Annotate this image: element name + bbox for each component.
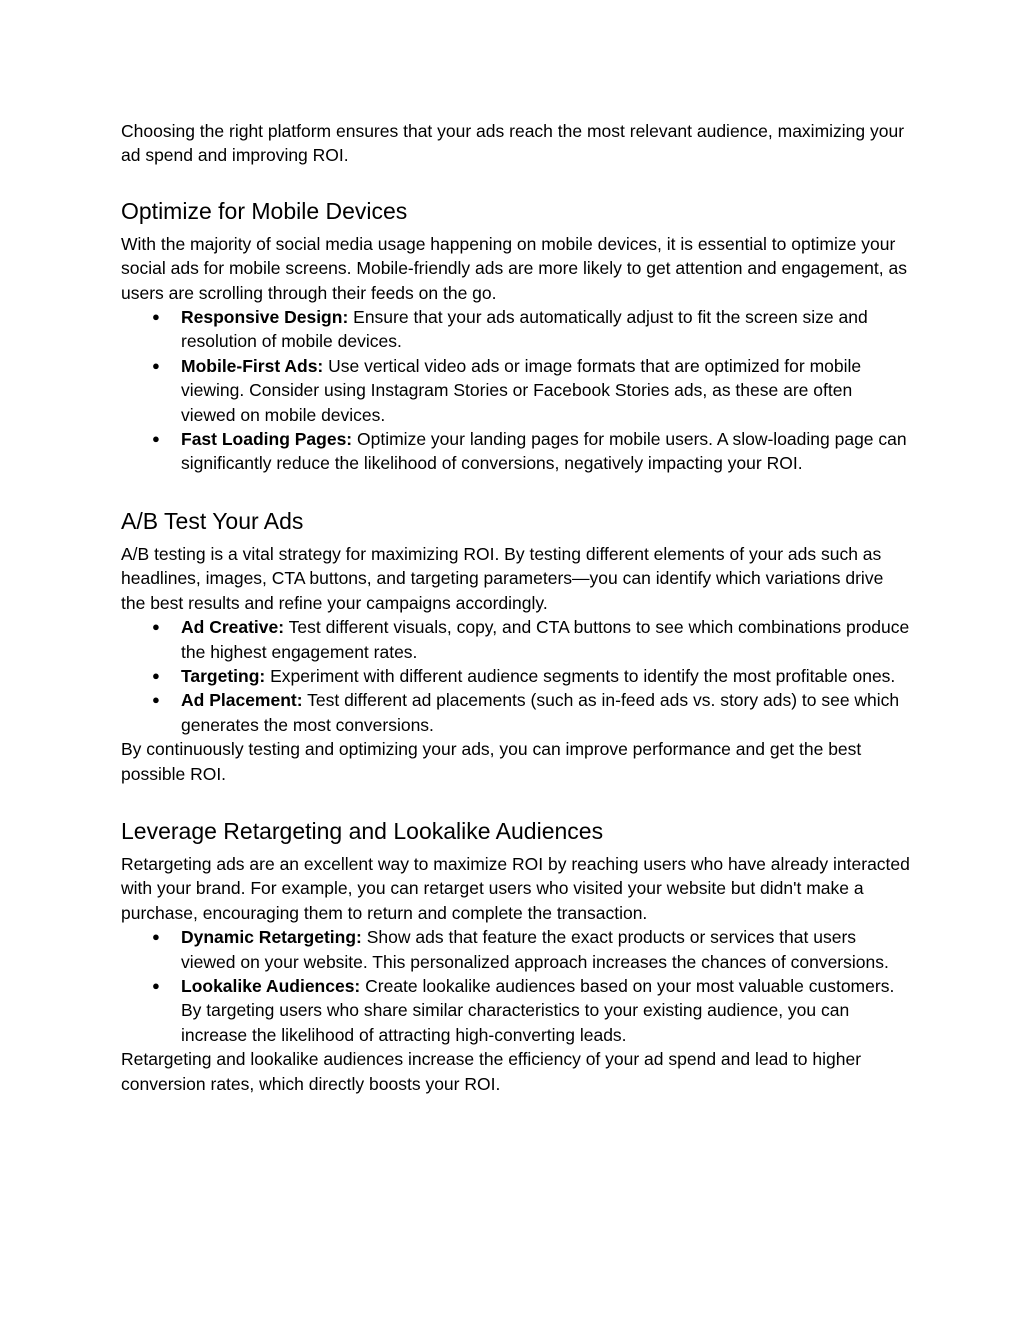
- list-item-text: Optimize your landing pages for mobile users. A slow-loading page can significantly reduce the likelihood of conversions, negatively impacting your ROI.: [181, 429, 907, 474]
- section-paragraph: A/B testing is a vital strategy for maximizing ROI. By testing different elements of your ads such as headlines, images, CTA buttons, and targeting parameters—you can identify which variations drive the best results and refine your campaigns accordingly.: [121, 543, 884, 613]
- list-item-term: Responsive Design:: [181, 307, 349, 328]
- list-item-term: Lookalike Audiences:: [181, 975, 361, 996]
- list-item-text: Create lookalike audiences based on your most valuable customers. By targeting users who share similar characteristics to your existing audience, you can increase the likelihood of attracting high-converting leads.: [181, 975, 895, 1045]
- bullet-icon: ●: [152, 929, 160, 945]
- list-item: [121, 354, 911, 427]
- list-item-term: Ad Creative:: [181, 617, 285, 638]
- document-page: [121, 119, 911, 1096]
- list-item-text: Test different ad placements (such as in-feed ads vs. story ads) to see which generates the most conversions.: [181, 690, 900, 735]
- intro-paragraph: Choosing the right platform ensures that your ads reach the most relevant audience, maximizing your ad spend and improving ROI.: [121, 121, 905, 166]
- bullet-icon: ●: [152, 977, 160, 993]
- list-item: [121, 664, 911, 688]
- section-retargeting: [121, 816, 911, 1096]
- bullet-list: [121, 305, 911, 476]
- list-item-term: Targeting:: [181, 665, 266, 686]
- list-item-term: Fast Loading Pages:: [181, 429, 353, 450]
- section-heading: A/B Test Your Ads: [121, 507, 304, 534]
- section-mobile: [121, 196, 911, 476]
- section-heading: Optimize for Mobile Devices: [121, 197, 408, 224]
- list-item-text: Use vertical video ads or image formats that are optimized for mobile viewing. Consider using Instagram Stories or Facebook Stories ads, as these are often viewed on mobile devices.: [181, 355, 862, 425]
- list-item: [121, 615, 911, 664]
- section-paragraph: Retargeting ads are an excellent way to maximize ROI by reaching users who have already interacted with your brand. For example, you can retarget users who visited your website but didn't make a purchase, encouraging them to return and complete the transaction.: [121, 853, 910, 923]
- list-item: [121, 305, 911, 354]
- bullet-icon: ●: [152, 309, 160, 325]
- section-closing-paragraph: Retargeting and lookalike audiences increase the efficiency of your ad spend and lead to higher conversion rates, which directly boosts your ROI.: [121, 1049, 862, 1094]
- bullet-icon: ●: [152, 692, 160, 708]
- bullet-icon: ●: [152, 667, 160, 683]
- section-heading: Leverage Retargeting and Lookalike Audiences: [121, 817, 604, 844]
- list-item-text: Show ads that feature the exact products or services that users viewed on your website. This personalized approach increases the chances of conversions.: [181, 927, 889, 972]
- list-item: [121, 688, 911, 737]
- list-item: [121, 427, 911, 476]
- bullet-list: [121, 925, 911, 1047]
- bullet-icon: ●: [152, 619, 160, 635]
- list-item: [121, 974, 911, 1047]
- bullet-icon: ●: [152, 431, 160, 447]
- list-item-term: Dynamic Retargeting:: [181, 927, 362, 948]
- list-item-text: Ensure that your ads automatically adjust to fit the screen size and resolution of mobile devices.: [181, 307, 868, 352]
- list-item-term: Ad Placement:: [181, 690, 303, 711]
- list-item-text: Test different visuals, copy, and CTA buttons to see which combinations produce the highest engagement rates.: [181, 617, 910, 662]
- list-item-text: Experiment with different audience segments to identify the most profitable ones.: [265, 665, 896, 686]
- list-item-term: Mobile-First Ads:: [181, 355, 324, 376]
- bullet-icon: ●: [152, 357, 160, 373]
- section-paragraph: With the majority of social media usage happening on mobile devices, it is essential to optimize your social ads for mobile screens. Mobile-friendly ads are more likely to get attention and engagement, as users are scrolling through their feeds on the go.: [121, 233, 907, 303]
- list-item: [121, 925, 911, 974]
- bullet-list: [121, 615, 911, 737]
- section-closing-paragraph: By continuously testing and optimizing your ads, you can improve performance and get the best possible ROI.: [121, 739, 862, 784]
- section-ab-test: [121, 506, 911, 786]
